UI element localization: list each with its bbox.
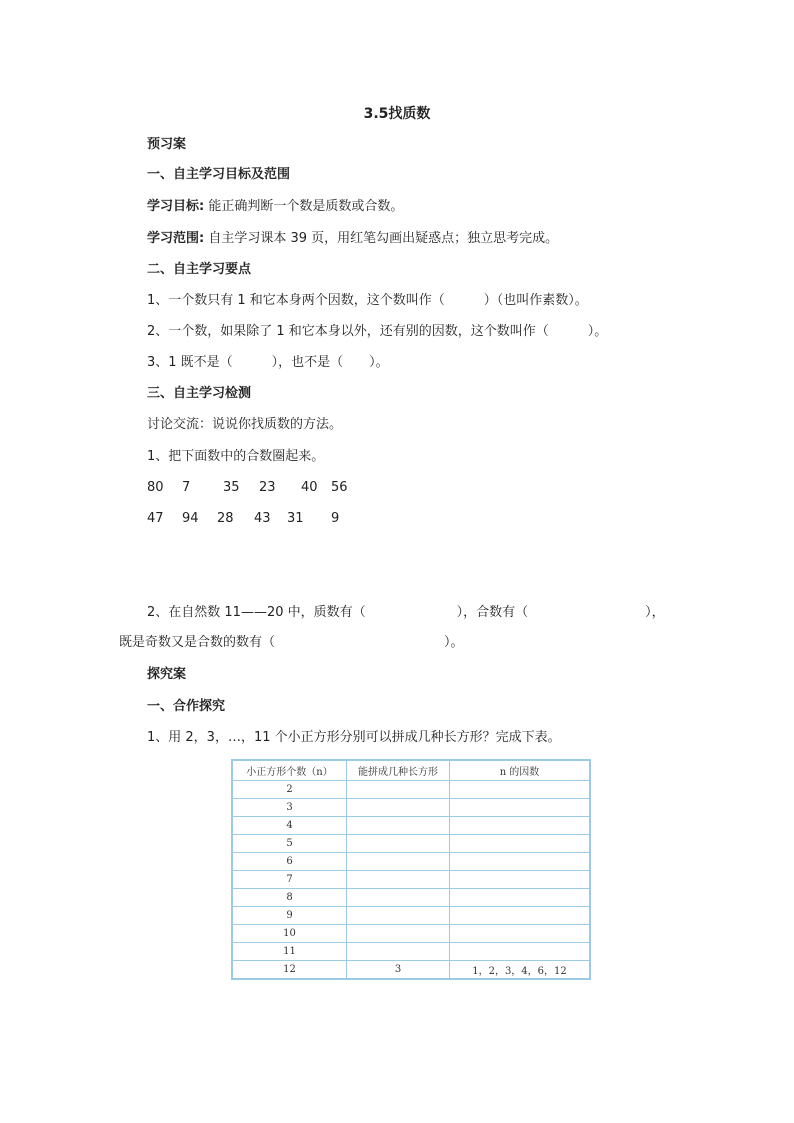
number-item: 31 (287, 511, 304, 526)
table-cell[interactable]: 5 (232, 835, 347, 853)
table-cell[interactable] (450, 853, 591, 871)
table-cell[interactable]: 4 (232, 817, 347, 835)
table-cell[interactable]: 9 (232, 907, 347, 925)
table-cell[interactable] (347, 835, 450, 853)
table-row (232, 925, 590, 943)
number-item: 80 (147, 480, 164, 495)
key-point-1: 1、一个数只有 1 和它本身两个因数，这个数叫作（ ）（也叫作素数）。 (147, 293, 588, 308)
table-cell[interactable] (450, 799, 591, 817)
goal-text: 能正确判断一个数是质数或合数。 (208, 199, 404, 214)
table-cell[interactable]: 7 (232, 871, 347, 889)
table-cell[interactable] (450, 835, 591, 853)
table-header-cell: n 的因数 (450, 760, 591, 781)
table-row (232, 907, 590, 925)
table-row (232, 889, 590, 907)
table-header-cell: 小正方形个数（n） (232, 760, 347, 781)
task1-text: 1、把下面数中的合数圈起来。 (147, 449, 325, 464)
table-cell[interactable] (450, 871, 591, 889)
scope-text: 自主学习课本 39 页，用红笔勾画出疑惑点；独立思考完成。 (208, 231, 559, 246)
section2-heading: 二、自主学习要点 (147, 262, 252, 277)
table-cell[interactable]: 8 (232, 889, 347, 907)
discussion-text: 讨论交流：说说你找质数的方法。 (147, 417, 343, 432)
table-cell[interactable] (450, 925, 591, 943)
table-row (232, 961, 590, 980)
table-cell[interactable]: 12 (232, 961, 347, 980)
number-item: 23 (259, 480, 276, 495)
section1-heading: 一、自主学习目标及范围 (147, 167, 291, 182)
table-cell[interactable] (347, 925, 450, 943)
table-cell[interactable] (450, 889, 591, 907)
key-point-3: 3、1 既不是（ ），也不是（ ）。 (147, 355, 389, 370)
table-cell[interactable] (347, 853, 450, 871)
table-cell[interactable]: 2 (232, 781, 347, 799)
table-cell[interactable]: 6 (232, 853, 347, 871)
section3-heading: 三、自主学习检测 (147, 386, 252, 401)
preview-heading: 预习案 (147, 137, 187, 152)
table-row (232, 799, 590, 817)
table-cell[interactable] (347, 889, 450, 907)
table-cell[interactable]: 1，2，3，4，6，12 (450, 961, 591, 980)
number-item: 94 (182, 511, 199, 526)
table-cell[interactable] (450, 907, 591, 925)
explore-heading: 探究案 (147, 667, 187, 682)
table-cell[interactable] (347, 943, 450, 961)
key-point-2: 2、一个数，如果除了 1 和它本身以外，还有别的因数，这个数叫作（ ）。 (147, 324, 608, 339)
table-row (232, 817, 590, 835)
task2-line-1: 2、在自然数 11——20 中，质数有（ ），合数有（ ）， (147, 605, 665, 620)
table-header-cell: 能拼成几种长方形 (347, 760, 450, 781)
number-item: 9 (331, 511, 340, 526)
table-body (232, 781, 590, 980)
table-row (232, 871, 590, 889)
rectangle-table (231, 759, 591, 980)
table-cell[interactable] (450, 817, 591, 835)
table-cell[interactable]: 11 (232, 943, 347, 961)
number-item: 43 (254, 511, 271, 526)
table-row (232, 835, 590, 853)
number-item: 40 (301, 480, 318, 495)
goal-label: 学习目标: (147, 199, 205, 214)
table-cell[interactable]: 10 (232, 925, 347, 943)
table-cell[interactable] (450, 943, 591, 961)
table-cell[interactable] (347, 781, 450, 799)
table-header-row (232, 760, 590, 781)
learning-goal (147, 198, 403, 216)
task2-line-2: 既是奇数又是合数的数有（ ）。 (119, 635, 464, 650)
page-title: 3.5找质数 (363, 106, 431, 122)
table-cell[interactable]: 3 (347, 961, 450, 980)
coop-heading: 一、合作探究 (147, 699, 226, 714)
coop-task: 1、用 2，3，…，11 个小正方形分别可以拼成几种长方形？完成下表。 (147, 730, 561, 745)
table-row (232, 781, 590, 799)
number-item: 35 (223, 480, 240, 495)
number-item: 56 (331, 480, 348, 495)
table-cell[interactable] (347, 817, 450, 835)
table-cell[interactable] (347, 871, 450, 889)
number-row-1 (147, 479, 348, 497)
number-row-2 (147, 510, 339, 528)
table-cell[interactable]: 3 (232, 799, 347, 817)
table-cell[interactable] (347, 799, 450, 817)
table-cell[interactable] (347, 907, 450, 925)
number-item: 28 (217, 511, 234, 526)
scope-label: 学习范围: (147, 231, 205, 246)
learning-scope (147, 230, 558, 248)
number-item: 47 (147, 511, 164, 526)
table-row (232, 943, 590, 961)
table-row (232, 853, 590, 871)
number-item: 7 (182, 480, 191, 495)
table-cell[interactable] (450, 781, 591, 799)
